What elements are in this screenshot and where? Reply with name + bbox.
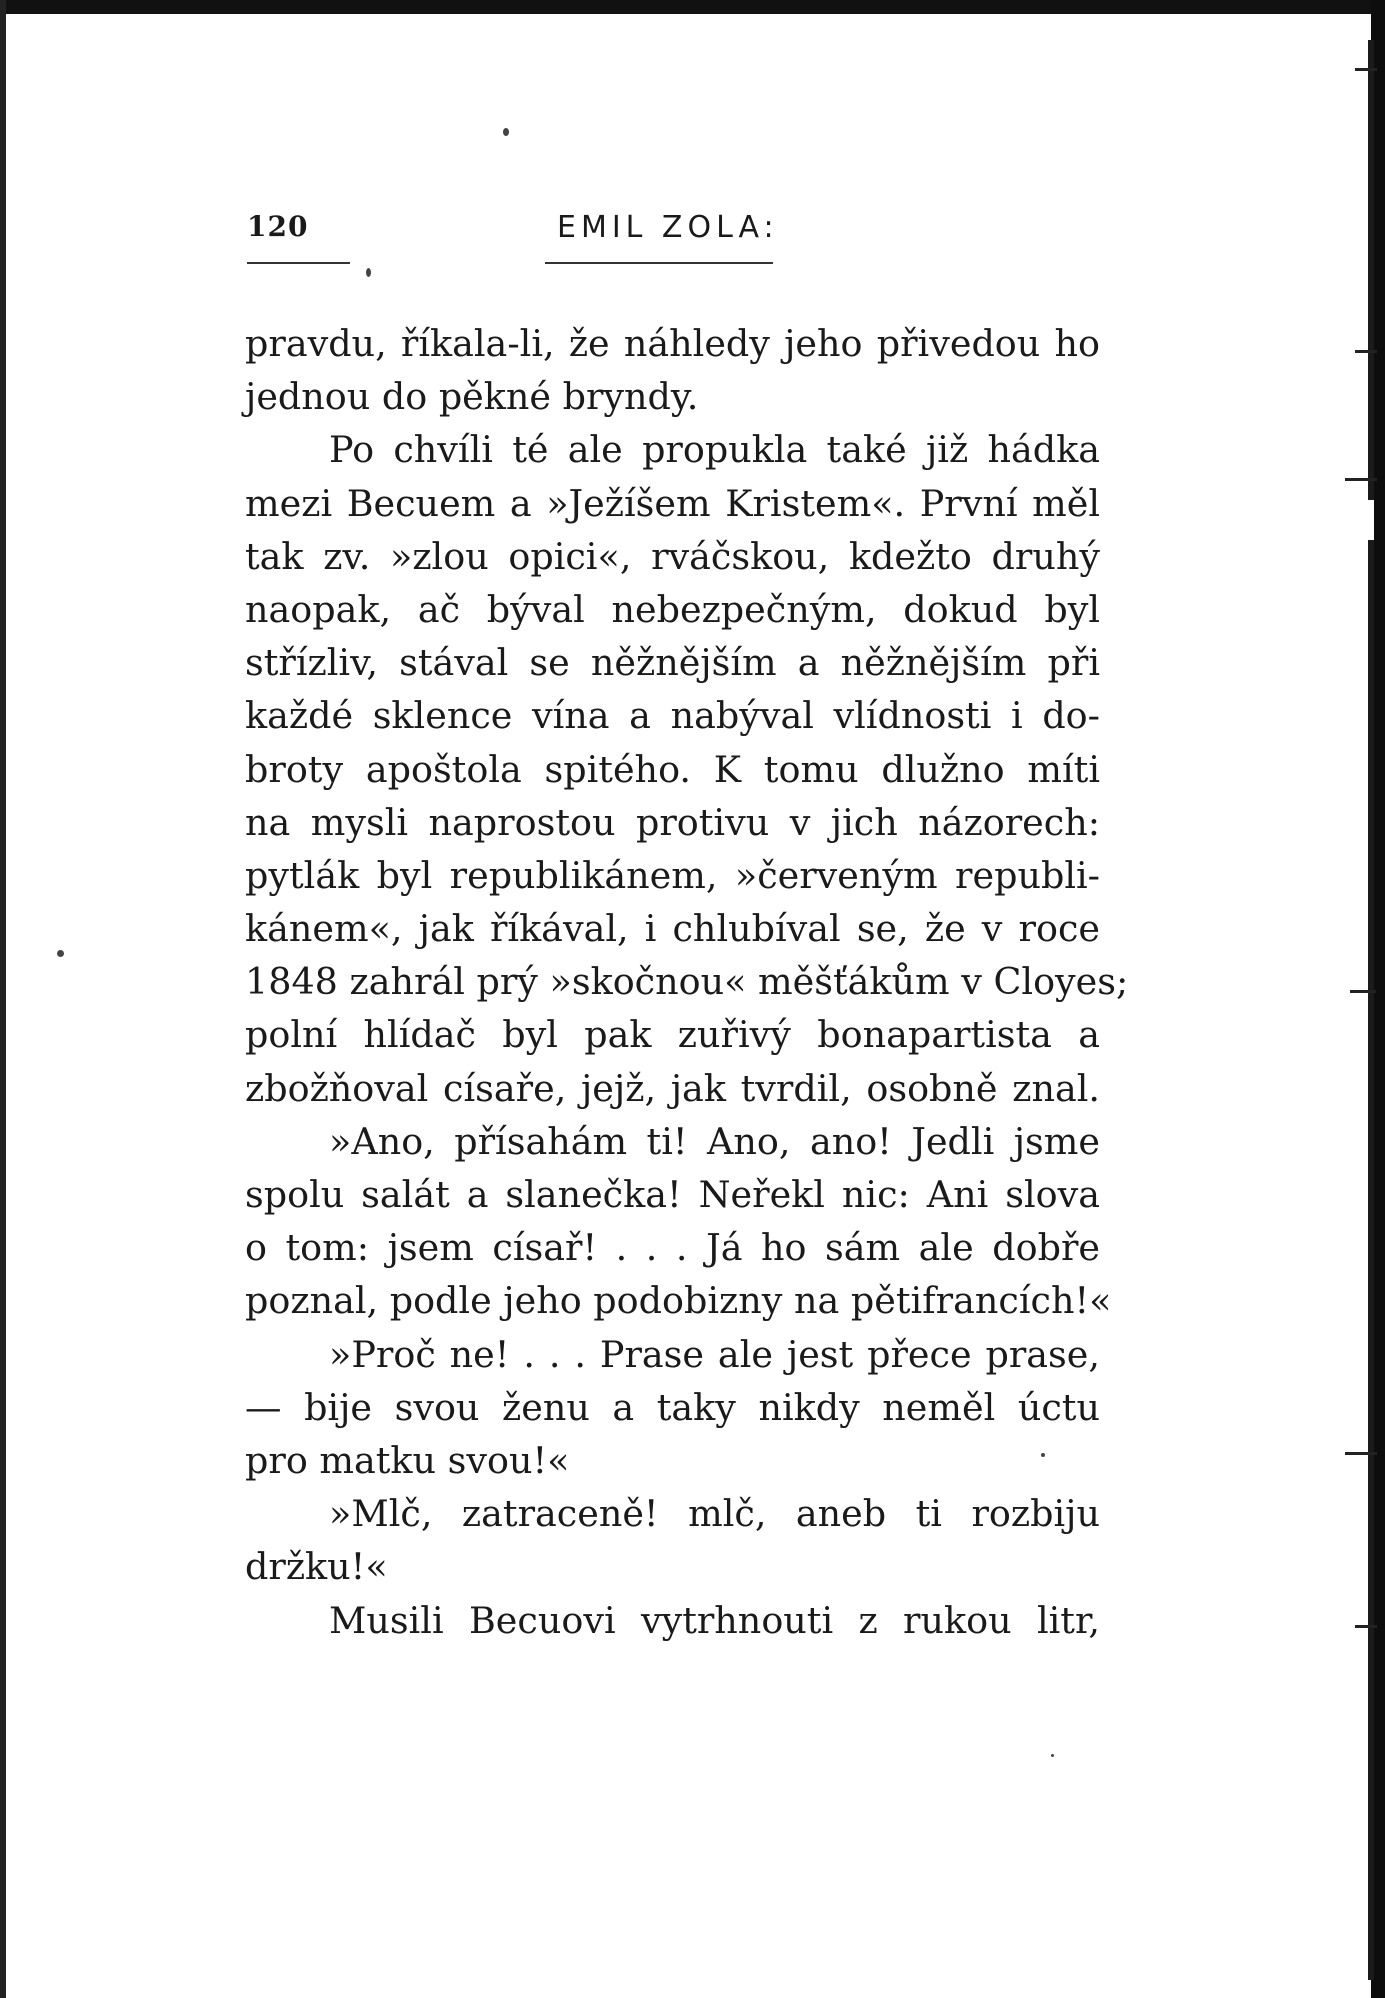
header-rule-right <box>545 262 773 264</box>
text-line: kánem«, jak říkával, i chlubíval se, že v roce <box>245 907 1100 951</box>
page-edge-tick <box>1350 990 1376 993</box>
page-number: 120 <box>247 210 309 243</box>
paper-speck <box>366 268 371 277</box>
body-text <box>245 317 1129 1647</box>
text-line: o tom: jsem císař! . . . Já ho sám ale dobře <box>245 1226 1100 1270</box>
paper-speck <box>57 950 64 957</box>
text-line: »Mlč, zatraceně! mlč, aneb ti rozbiju <box>329 1492 1100 1536</box>
text-line: »Proč ne! . . . Prase ale jest přece prase, <box>329 1332 1100 1376</box>
text-line: naopak, ač býval nebezpečným, dokud byl <box>245 587 1100 631</box>
page-edge-tick <box>1355 350 1377 353</box>
text-line: Musili Becuovi vytrhnouti z rukou litr, <box>329 1598 1100 1642</box>
page-edge-gap <box>1368 500 1374 540</box>
text-line: pro matku svou!« <box>245 1438 570 1482</box>
paper-speck <box>503 128 509 136</box>
text-line: zbožňoval císaře, jejž, jak tvrdil, osobně znal. <box>245 1066 1100 1110</box>
text-line: — bije svou ženu a taky nikdy neměl úctu <box>245 1385 1100 1429</box>
scan-border-left <box>0 0 6 1998</box>
text-line: mezi Becuem a »Ježíšem Kristem«. První měl <box>245 481 1100 525</box>
text-line: spolu salát a slanečka! Neřekl nic: Ani slova <box>245 1173 1100 1216</box>
scan-border-top <box>0 0 1385 14</box>
page-header <box>247 210 1097 250</box>
text-line: každé sklence vína a nabýval vlídnosti i do- <box>245 694 1100 738</box>
paper-speck <box>1051 1754 1054 1757</box>
text-line: pravdu, říkala-li, že náhledy jeho přivedou ho <box>245 322 1100 365</box>
page-edge <box>1368 40 1374 1980</box>
text-line: pytlák byl republikánem, »červeným republi- <box>245 853 1100 897</box>
text-line: polní hlídač byl pak zuřivý bonapartista a <box>245 1013 1100 1057</box>
text-line: střízliv, stával se něžnějším a něžnějším při <box>245 641 1100 685</box>
page-edge-tick <box>1355 68 1377 71</box>
text-line: tak zv. »zlou opici«, rváčskou, kdežto druhý <box>245 534 1100 578</box>
running-title: EMIL ZOLA: <box>557 210 779 245</box>
text-line: poznal, podle jeho podobizny na pětifrancích!« <box>245 1279 1112 1323</box>
text-line: broty apoštola spitého. K tomu dlužno míti <box>245 747 1100 791</box>
page-edge-tick <box>1345 1452 1377 1455</box>
text-line: 1848 zahrál prý »skočnou« měšťákům v Cloyes; <box>245 960 1129 1004</box>
text-line: »Ano, přísahám ti! Ano, ano! Jedli jsme <box>329 1119 1100 1163</box>
text-line: Po chvíli té ale propukla také již hádka <box>329 428 1100 472</box>
text-line: jednou do pěkné bryndy. <box>245 375 699 419</box>
text-line: na mysli naprostou protivu v jich názorech: <box>245 800 1100 844</box>
header-rule-left <box>247 262 350 264</box>
text-line: držku!« <box>245 1545 388 1589</box>
page-edge-tick <box>1345 478 1377 481</box>
page-edge-tick <box>1355 1625 1377 1628</box>
